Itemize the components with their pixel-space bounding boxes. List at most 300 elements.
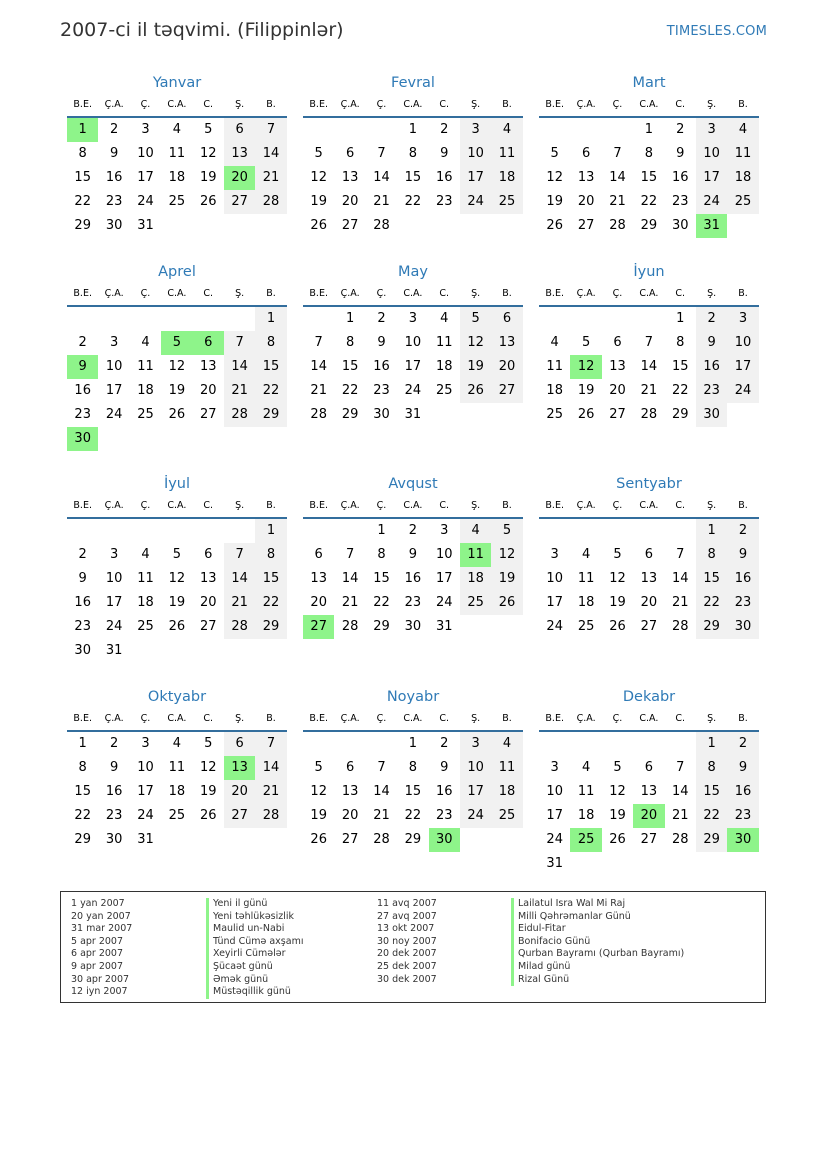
weekday-label: Ş. — [707, 288, 717, 299]
day-cell: 19 — [310, 808, 327, 823]
weekday-label: B.E. — [545, 500, 564, 511]
day-cell: 13 — [199, 359, 217, 374]
day-cell: 7 — [613, 146, 622, 161]
month-name: Noyabr — [386, 689, 440, 705]
empty-cell — [224, 427, 255, 451]
day-cell: 14 — [224, 355, 255, 379]
empty-cell — [98, 519, 129, 543]
day-cell: 26 — [491, 591, 522, 615]
day-cell: 14 — [373, 784, 390, 799]
legend-names-right — [511, 898, 684, 986]
day-cell: 27 — [491, 379, 522, 403]
month-name: Sentyabr — [616, 476, 682, 492]
day-cell: 1 — [377, 523, 386, 538]
day-cell: 27 — [341, 832, 359, 847]
day-grid — [539, 732, 759, 876]
day-cell: 11 — [577, 571, 595, 586]
day-cell: 22 — [640, 194, 658, 209]
day-cell: 4 — [141, 335, 150, 350]
day-cell: 24 — [137, 808, 154, 823]
day-cell: 12 — [199, 760, 217, 775]
day-cell: 15 — [404, 170, 422, 185]
day-cell: 7 — [224, 331, 255, 355]
day-cell: 27 — [341, 218, 359, 233]
day-cell: 1 — [408, 736, 417, 751]
day-cell: 29 — [373, 619, 390, 634]
day-cell: 7 — [345, 547, 355, 562]
day-grid — [303, 519, 523, 639]
day-cell: 31 — [137, 832, 154, 847]
day-cell: 28 — [609, 218, 626, 233]
day-grid — [539, 307, 759, 427]
weekday-header — [303, 708, 523, 732]
day-cell: 23 — [671, 194, 689, 209]
day-cell: 22 — [671, 383, 689, 398]
day-cell: 14 — [671, 784, 689, 799]
empty-cell — [665, 519, 696, 543]
day-cell: 12 — [609, 784, 626, 799]
day-cell: 10 — [105, 359, 123, 374]
empty-cell — [570, 118, 601, 142]
day-cell: 9 — [408, 547, 417, 562]
day-cell: 21 — [255, 780, 286, 804]
weekday-label: Ç.A. — [576, 713, 596, 724]
day-cell: 27 — [609, 407, 626, 422]
day-cell: 24 — [460, 804, 491, 828]
day-cell: 24 — [404, 383, 422, 398]
day-cell: 24 — [105, 619, 123, 634]
empty-cell — [460, 828, 491, 852]
empty-cell — [429, 214, 460, 238]
day-cell: 5 — [491, 519, 522, 543]
day-cell: 11 — [137, 571, 154, 586]
empty-cell — [224, 828, 255, 852]
day-cell: 2 — [676, 122, 685, 137]
day-cell: 31 — [137, 218, 154, 233]
weekday-label: Ç. — [376, 500, 387, 511]
day-cell: 14 — [255, 756, 286, 780]
day-cell: 6 — [644, 547, 653, 562]
day-cell: 15 — [640, 170, 658, 185]
day-cell: 29 — [74, 218, 91, 233]
day-cell: 11 — [577, 784, 595, 799]
day-cell: 11 — [137, 359, 154, 374]
weekday-label: Ç.A. — [340, 288, 360, 299]
weekday-label: C.A. — [639, 99, 659, 110]
day-cell: 10 — [546, 571, 563, 586]
holiday-date: 6 apr 2007 — [71, 948, 124, 960]
day-cell: 8 — [644, 146, 653, 161]
empty-cell — [161, 307, 192, 331]
weekday-header — [67, 283, 287, 307]
day-cell: 16 — [671, 170, 689, 185]
day-cell: 10 — [137, 760, 154, 775]
empty-cell — [130, 307, 161, 331]
holiday-name: Yeni il günü — [206, 898, 303, 911]
day-cell: 12 — [199, 146, 217, 161]
day-cell: 26 — [168, 619, 186, 634]
weekday-label: C. — [203, 713, 214, 724]
weekday-label: B.E. — [73, 713, 92, 724]
day-cell: 8 — [255, 331, 286, 355]
day-cell: 24 — [105, 407, 123, 422]
day-cell: 10 — [546, 784, 563, 799]
empty-cell — [665, 732, 696, 756]
day-cell: 4 — [550, 335, 559, 350]
holiday-day: 1 — [67, 118, 98, 142]
day-cell: 28 — [671, 832, 689, 847]
weekday-label: C.A. — [167, 99, 187, 110]
day-cell: 2 — [377, 311, 386, 326]
weekday-label: Ç.A. — [104, 713, 124, 724]
empty-cell — [255, 639, 286, 663]
day-cell: 24 — [696, 190, 727, 214]
day-cell: 6 — [204, 547, 213, 562]
day-cell: 23 — [696, 379, 727, 403]
day-cell: 29 — [696, 828, 727, 852]
day-cell: 6 — [345, 760, 355, 775]
day-cell: 15 — [255, 567, 286, 591]
day-cell: 23 — [105, 808, 123, 823]
legend-dates-left — [71, 898, 132, 999]
day-cell: 14 — [609, 170, 626, 185]
month-name: Dekabr — [622, 689, 676, 705]
day-cell: 5 — [314, 146, 323, 161]
empty-cell — [334, 118, 365, 142]
day-cell: 14 — [310, 359, 327, 374]
day-cell: 21 — [310, 383, 327, 398]
weekday-label: B. — [502, 500, 512, 511]
weekday-label: B. — [502, 713, 512, 724]
empty-cell — [303, 519, 334, 543]
day-cell: 17 — [105, 595, 123, 610]
weekday-label: Ç. — [376, 288, 387, 299]
empty-cell — [570, 307, 601, 331]
day-cell: 7 — [224, 543, 255, 567]
day-cell: 22 — [255, 379, 286, 403]
month-3 — [67, 261, 287, 451]
weekday-label: B.E. — [309, 288, 328, 299]
day-cell: 22 — [696, 591, 727, 615]
day-cell: 23 — [727, 591, 758, 615]
day-cell: 3 — [696, 118, 727, 142]
day-cell: 16 — [404, 571, 422, 586]
weekday-label: Ç.A. — [340, 500, 360, 511]
day-cell: 17 — [460, 166, 491, 190]
day-cell: 20 — [310, 595, 327, 610]
empty-cell — [67, 307, 98, 331]
day-cell: 10 — [137, 146, 154, 161]
page-title: 2007-ci il təqvimi. (Filippinlər) — [60, 19, 344, 41]
month-name: Mart — [632, 75, 666, 91]
day-cell: 2 — [727, 519, 758, 543]
day-cell: 29 — [341, 407, 359, 422]
day-cell: 23 — [105, 194, 123, 209]
day-cell: 25 — [460, 591, 491, 615]
weekday-label: C. — [675, 99, 686, 110]
day-cell: 8 — [408, 760, 417, 775]
empty-cell — [491, 214, 522, 238]
empty-cell — [602, 118, 633, 142]
weekday-label: B. — [502, 288, 512, 299]
weekday-header — [67, 94, 287, 118]
day-cell: 30 — [74, 643, 91, 658]
empty-cell — [193, 307, 224, 331]
day-cell: 5 — [172, 547, 181, 562]
holiday-name: Xeyirli Cümələr — [206, 948, 303, 961]
day-cell: 9 — [440, 760, 449, 775]
day-cell: 30 — [105, 832, 123, 847]
weekday-label: C.A. — [167, 713, 187, 724]
day-cell: 27 — [224, 804, 255, 828]
day-cell: 30 — [671, 218, 689, 233]
holiday-date: 1 yan 2007 — [71, 898, 125, 909]
day-cell: 30 — [373, 407, 390, 422]
day-cell: 27 — [577, 218, 595, 233]
weekday-label: B. — [502, 99, 512, 110]
day-cell: 23 — [727, 804, 758, 828]
day-cell: 6 — [644, 760, 653, 775]
legend-names-left — [206, 898, 303, 999]
day-cell: 16 — [74, 383, 91, 398]
day-cell: 18 — [546, 383, 563, 398]
day-cell: 9 — [377, 335, 386, 350]
day-cell: 16 — [696, 355, 727, 379]
holiday-name: Qurban Bayramı (Qurban Bayramı) — [511, 948, 684, 961]
day-cell: 15 — [404, 784, 422, 799]
empty-cell — [696, 852, 727, 876]
holiday-name: Lailatul Isra Wal Mi Raj — [511, 898, 684, 911]
day-cell: 20 — [640, 595, 658, 610]
day-cell: 22 — [373, 595, 390, 610]
empty-cell — [255, 427, 286, 451]
day-cell: 8 — [377, 547, 386, 562]
weekday-label: Ş. — [235, 500, 245, 511]
day-cell: 4 — [172, 736, 181, 751]
weekday-header — [539, 94, 759, 118]
day-cell: 25 — [137, 619, 154, 634]
day-cell: 25 — [491, 804, 522, 828]
day-cell: 14 — [671, 571, 689, 586]
day-cell: 13 — [640, 784, 658, 799]
empty-cell — [602, 732, 633, 756]
day-grid — [67, 732, 287, 852]
day-cell: 31 — [404, 407, 422, 422]
weekday-label: C.A. — [639, 713, 659, 724]
weekday-label: B.E. — [309, 713, 328, 724]
empty-cell — [727, 214, 758, 238]
day-cell: 26 — [199, 194, 217, 209]
day-cell: 9 — [109, 146, 119, 161]
weekday-label: Ş. — [471, 99, 481, 110]
empty-cell — [130, 639, 161, 663]
day-cell: 19 — [546, 194, 563, 209]
day-cell: 7 — [314, 335, 323, 350]
day-cell: 9 — [676, 146, 685, 161]
day-cell: 8 — [696, 756, 727, 780]
day-cell: 12 — [460, 331, 491, 355]
day-cell: 1 — [345, 311, 355, 326]
day-cell: 11 — [435, 335, 453, 350]
empty-cell — [366, 118, 397, 142]
day-cell: 4 — [491, 118, 522, 142]
day-cell: 22 — [255, 591, 286, 615]
holiday-day: 20 — [633, 804, 664, 828]
day-cell: 25 — [435, 383, 453, 398]
day-cell: 12 — [609, 571, 626, 586]
holiday-name: Rizal Günü — [511, 974, 684, 987]
day-cell: 8 — [408, 146, 417, 161]
day-cell: 3 — [141, 122, 150, 137]
empty-cell — [366, 732, 397, 756]
day-cell: 4 — [141, 547, 150, 562]
day-cell: 3 — [550, 760, 559, 775]
day-cell: 17 — [460, 780, 491, 804]
day-cell: 23 — [404, 595, 422, 610]
weekday-label: Ç. — [140, 288, 151, 299]
day-cell: 4 — [727, 118, 758, 142]
empty-cell — [98, 307, 129, 331]
empty-cell — [633, 732, 664, 756]
weekday-label: Ç.A. — [576, 99, 596, 110]
day-cell: 23 — [435, 194, 453, 209]
day-cell: 24 — [727, 379, 758, 403]
day-cell: 1 — [696, 519, 727, 543]
day-cell: 22 — [404, 194, 422, 209]
month-2 — [539, 72, 759, 238]
month-5 — [539, 261, 759, 427]
day-cell: 23 — [74, 407, 91, 422]
day-cell: 14 — [640, 359, 658, 374]
day-cell: 30 — [105, 218, 123, 233]
day-cell: 1 — [696, 732, 727, 756]
day-cell: 4 — [440, 311, 449, 326]
day-cell: 25 — [491, 190, 522, 214]
holiday-name: Eidul-Fitar — [511, 923, 684, 936]
empty-cell — [193, 519, 224, 543]
day-cell: 18 — [137, 595, 154, 610]
day-cell: 23 — [373, 383, 390, 398]
holiday-day: 5 — [161, 331, 192, 355]
day-grid — [539, 118, 759, 238]
day-cell: 10 — [105, 571, 123, 586]
day-cell: 4 — [172, 122, 181, 137]
day-cell: 13 — [224, 142, 255, 166]
holiday-name: Tünd Cümə axşamı — [206, 936, 303, 949]
day-cell: 23 — [74, 619, 91, 634]
day-grid — [303, 118, 523, 238]
month-4 — [303, 261, 523, 427]
day-cell: 8 — [696, 543, 727, 567]
day-cell: 25 — [546, 407, 563, 422]
day-cell: 11 — [491, 142, 522, 166]
day-cell: 15 — [74, 170, 91, 185]
empty-cell — [633, 307, 664, 331]
day-cell: 21 — [671, 808, 689, 823]
empty-cell — [334, 519, 365, 543]
day-cell: 8 — [78, 146, 87, 161]
weekday-label: Ç. — [612, 99, 623, 110]
day-cell: 26 — [168, 407, 186, 422]
day-cell: 20 — [224, 780, 255, 804]
day-cell: 13 — [199, 571, 217, 586]
day-cell: 29 — [696, 615, 727, 639]
day-cell: 26 — [609, 832, 626, 847]
day-cell: 22 — [74, 194, 91, 209]
weekday-label: Ç. — [612, 500, 623, 511]
month-10 — [303, 686, 523, 852]
day-cell: 20 — [341, 194, 359, 209]
day-cell: 16 — [105, 170, 123, 185]
weekday-label: C. — [439, 713, 450, 724]
weekday-label: C. — [203, 99, 214, 110]
day-cell: 31 — [546, 856, 563, 871]
day-cell: 9 — [727, 543, 758, 567]
holiday-day: 30 — [727, 828, 758, 852]
empty-cell — [570, 852, 601, 876]
weekday-label: C. — [675, 713, 686, 724]
empty-cell — [334, 732, 365, 756]
empty-cell — [397, 214, 428, 238]
day-cell: 26 — [609, 619, 626, 634]
day-cell: 3 — [460, 732, 491, 756]
day-cell: 17 — [137, 784, 154, 799]
empty-cell — [539, 307, 570, 331]
empty-cell — [161, 519, 192, 543]
day-cell: 29 — [404, 832, 422, 847]
month-name: Oktyabr — [147, 689, 207, 705]
month-name: İyul — [163, 476, 191, 492]
day-cell: 10 — [435, 547, 453, 562]
weekday-label: C. — [203, 500, 214, 511]
brand-link[interactable]: TIMESLES.COM — [666, 24, 767, 39]
day-cell: 21 — [341, 595, 359, 610]
empty-cell — [193, 214, 224, 238]
day-cell: 3 — [109, 547, 119, 562]
weekday-label: Ç.A. — [576, 288, 596, 299]
day-cell: 9 — [78, 571, 87, 586]
holiday-day: 30 — [429, 828, 460, 852]
empty-cell — [161, 214, 192, 238]
month-name: İyun — [633, 264, 665, 280]
weekday-label: B. — [738, 713, 748, 724]
holiday-day: 27 — [303, 615, 334, 639]
holiday-date: 9 apr 2007 — [71, 960, 124, 972]
day-cell: 28 — [255, 190, 286, 214]
day-cell: 20 — [199, 383, 217, 398]
day-cell: 22 — [404, 808, 422, 823]
day-cell: 7 — [644, 335, 653, 350]
day-cell: 3 — [727, 307, 758, 331]
empty-cell — [67, 519, 98, 543]
weekday-header — [303, 94, 523, 118]
weekday-label: Ç. — [376, 99, 387, 110]
day-grid — [303, 732, 523, 852]
empty-cell — [727, 403, 758, 427]
weekday-label: Ç. — [376, 713, 387, 724]
day-cell: 28 — [310, 407, 327, 422]
day-cell: 29 — [671, 407, 689, 422]
day-cell: 19 — [491, 567, 522, 591]
day-cell: 16 — [435, 170, 453, 185]
month-name: May — [398, 264, 428, 280]
weekday-label: Ç. — [612, 713, 623, 724]
day-cell: 17 — [404, 359, 422, 374]
day-cell: 12 — [491, 543, 522, 567]
day-cell: 27 — [199, 407, 217, 422]
empty-cell — [161, 427, 192, 451]
holiday-name: Müstəqillik günü — [206, 986, 303, 999]
